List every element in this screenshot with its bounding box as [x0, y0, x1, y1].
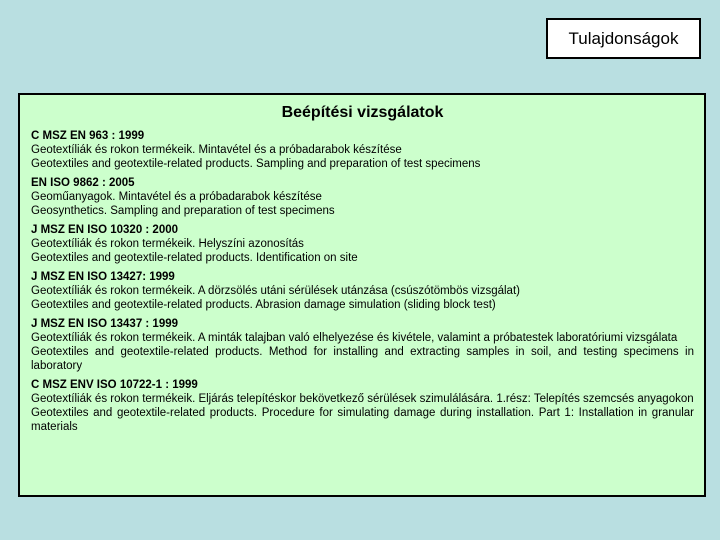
properties-tag [546, 18, 701, 59]
standard-title-en: Geotextiles and geotextile-related products. Identification on site [31, 252, 358, 264]
standard-code: EN ISO 9862 : 2005 [31, 177, 135, 189]
standard-title-hu: Geoműanyagok. Mintavétel és a próbadarabok készítése [31, 191, 322, 203]
standard-entry [31, 130, 694, 171]
standard-title-hu: Geotextíliák és rokon termékeik. A dörzsölés utáni sérülések utánzása (csúszótömbös vizsgálat) [31, 285, 520, 297]
standard-code: J MSZ EN ISO 13437 : 1999 [31, 318, 179, 330]
standard-title-hu: Geotextíliák és rokon termékeik. Mintavétel és a próbadarabok készítése [31, 144, 402, 156]
standard-title-hu: Geotextíliák és rokon termékeik. A minták talajban való elhelyezése és kivétele, valamint a próbatestek laboratóriumi vizsgálata [31, 332, 678, 344]
standard-entry [31, 379, 694, 434]
standard-title-en: Geotextiles and geotextile-related products. Sampling and preparation of test specimens [31, 158, 481, 170]
standard-entry [31, 318, 694, 373]
standard-title-en: Geotextiles and geotextile-related products. Procedure for simulating damage during installation. Part 1: Installation in granular materials [31, 407, 694, 433]
panel-title: Beépítési vizsgálatok [281, 104, 444, 121]
standard-code: C MSZ EN 963 : 1999 [31, 130, 145, 142]
standard-title-en: Geotextiles and geotextile-related products. Abrasion damage simulation (sliding block test) [31, 299, 496, 311]
standard-entry [31, 271, 694, 312]
properties-tag-label: Tulajdonságok [568, 28, 679, 48]
standard-entry [31, 177, 694, 218]
standard-code: J MSZ EN ISO 13427: 1999 [31, 271, 175, 283]
content-panel [18, 93, 706, 497]
standard-title-hu: Geotextíliák és rokon termékeik. Eljárás telepítéskor bekövetkező sérülések szimulálására. 1.rész: Telepítés szemcsés anyagokon [31, 393, 694, 405]
standard-code: C MSZ ENV ISO 10722-1 : 1999 [31, 379, 198, 391]
standard-entry [31, 224, 694, 265]
standard-title-hu: Geotextíliák és rokon termékeik. Helyszíni azonosítás [31, 238, 304, 250]
standard-title-en: Geotextiles and geotextile-related products. Method for installing and extracting samples in soil, and testing specimens in laboratory [31, 346, 694, 372]
standard-title-en: Geosynthetics. Sampling and preparation of test specimens [31, 205, 335, 217]
standard-code: J MSZ EN ISO 10320 : 2000 [31, 224, 179, 236]
